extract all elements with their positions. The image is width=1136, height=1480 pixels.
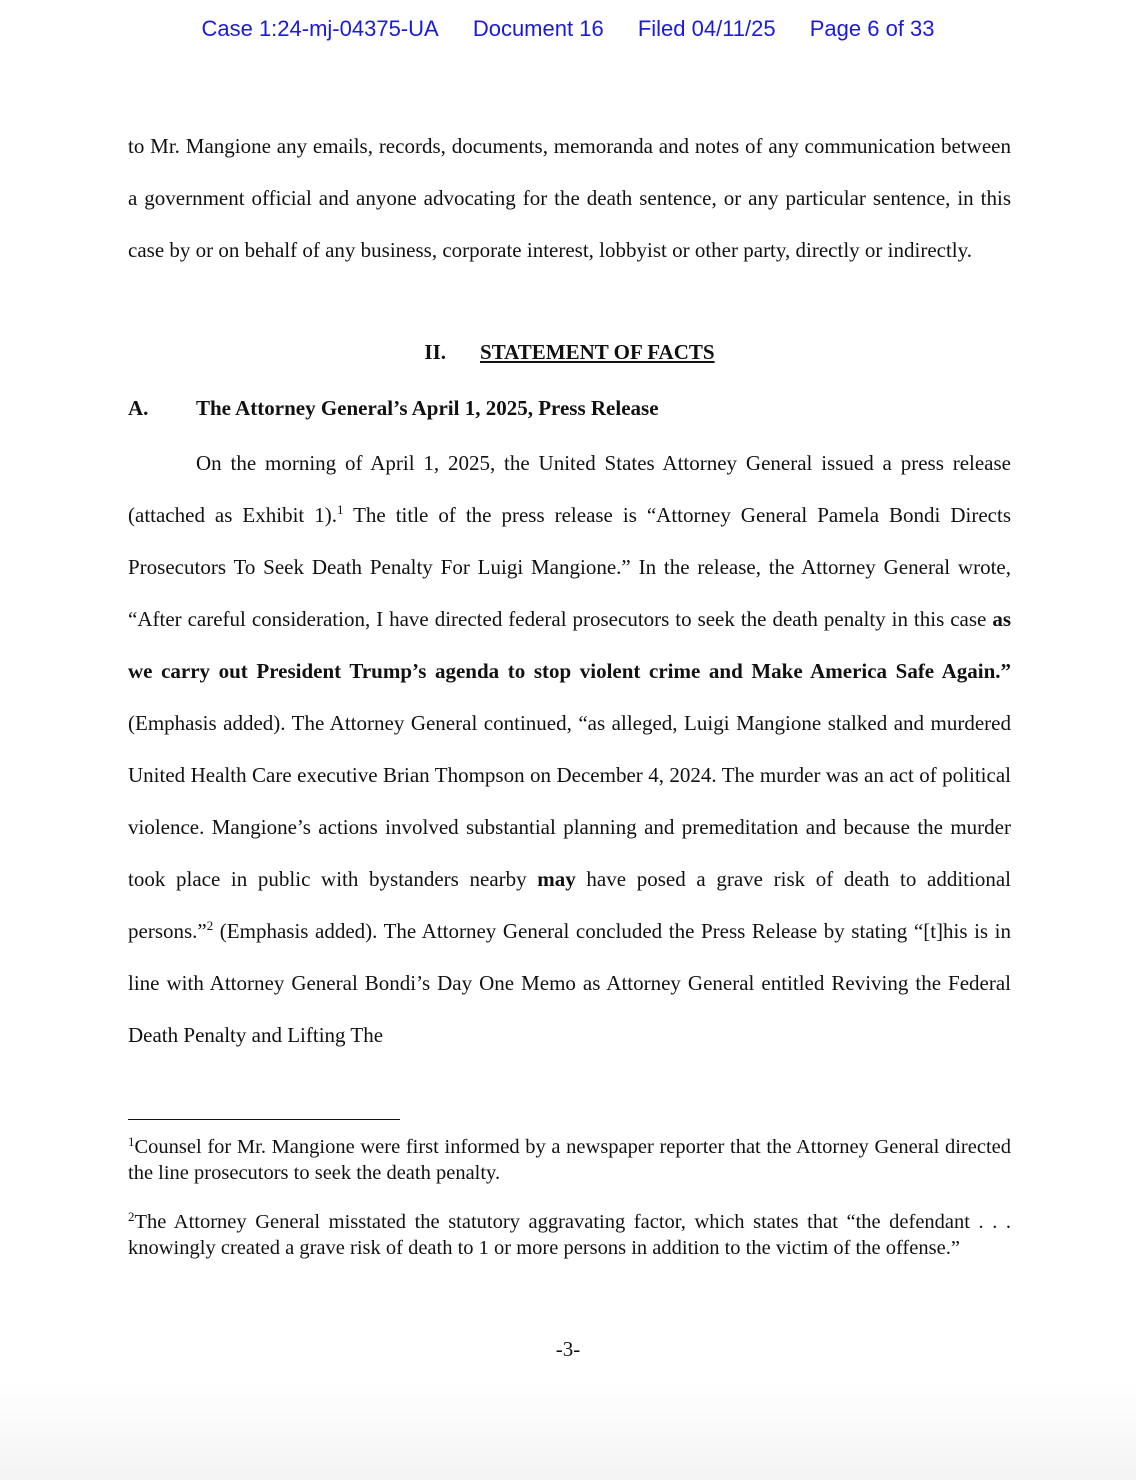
subsection-letter: A. bbox=[128, 396, 149, 420]
page-bottom-shade bbox=[0, 1380, 1136, 1480]
emphasis-text: as we carry out President Trump’s agenda to stop violent crime and Make America Safe Again.” bbox=[128, 607, 1011, 683]
continued-paragraph bbox=[128, 120, 1011, 276]
text-run: have posed a grave risk of death to additional persons.” bbox=[128, 867, 1011, 943]
text-run: (Emphasis added). The Attorney General continued, “as alleged, Luigi Mangione stalked and murdered United Health Care executive Brian Thompson on December 4, 2024. The murder was an act of political violence. Mangione’s actions involved substantial planning and premeditation and because the murder took place in public with bystanders nearby bbox=[128, 711, 1011, 891]
text-run: On the morning of April 1, 2025, the United States Attorney General issued a press release (attached as Exhibit 1). bbox=[128, 451, 1011, 527]
emphasis-text: may bbox=[537, 867, 576, 891]
footnote-ref-2: 2 bbox=[206, 918, 214, 933]
paragraph-text: to Mr. Mangione any emails, records, documents, memoranda and notes of any communication between a government official and anyone advocating for the death sentence, or any particular sentence, in this case by or on behalf of any business, corporate interest, lobbyist or other party, directly or indirectly. bbox=[128, 134, 1011, 262]
footnote-1 bbox=[128, 1134, 1011, 1186]
ecf-filing-header bbox=[0, 16, 1136, 42]
footnote-ref-1: 1 bbox=[336, 502, 344, 517]
paragraph-text bbox=[128, 437, 1011, 1061]
footnote-divider bbox=[128, 1119, 400, 1120]
footnote-mark: 1 bbox=[128, 1134, 135, 1149]
footnote-text: The Attorney General misstated the statutory aggravating factor, which states that “the defendant . . . knowingly created a grave risk of death to 1 or more persons in addition to the victim of the offense.” bbox=[128, 1211, 1011, 1259]
section-title: STATEMENT OF FACTS bbox=[480, 340, 715, 364]
document-number: Document 16 bbox=[472, 16, 604, 41]
text-run: The title of the press release is “Attorney General Pamela Bondi Directs Prosecutors To Seek Death Penalty For Luigi Mangione.” In the release, the Attorney General wrote, “After careful consideration, I have directed federal prosecutors to seek the death penalty in this case bbox=[128, 503, 1011, 631]
footnote-2 bbox=[128, 1209, 1011, 1261]
section-number: II. bbox=[424, 340, 447, 364]
page-number: -3- bbox=[555, 1337, 581, 1361]
footnote-mark: 2 bbox=[128, 1209, 135, 1224]
filed-date: Filed 04/11/25 bbox=[637, 16, 776, 41]
page-count: Page 6 of 33 bbox=[809, 16, 935, 41]
case-number: Case 1:24-mj-04375-UA bbox=[201, 16, 439, 41]
subsection-title: The Attorney General’s April 1, 2025, Press Release bbox=[196, 396, 659, 420]
press-release-paragraph bbox=[128, 437, 1011, 1061]
subsection-heading bbox=[128, 396, 1011, 421]
text-run: (Emphasis added). The Attorney General concluded the Press Release by stating “[t]his is in line with Attorney General Bondi’s Day One Memo as Attorney General entitled Reviving the Federal Death Penalty and Lifting The bbox=[128, 919, 1011, 1047]
footnote-text: Counsel for Mr. Mangione were first informed by a newspaper reporter that the Attorney General directed the line prosecutors to seek the death penalty. bbox=[128, 1136, 1011, 1184]
section-heading bbox=[128, 340, 1011, 365]
